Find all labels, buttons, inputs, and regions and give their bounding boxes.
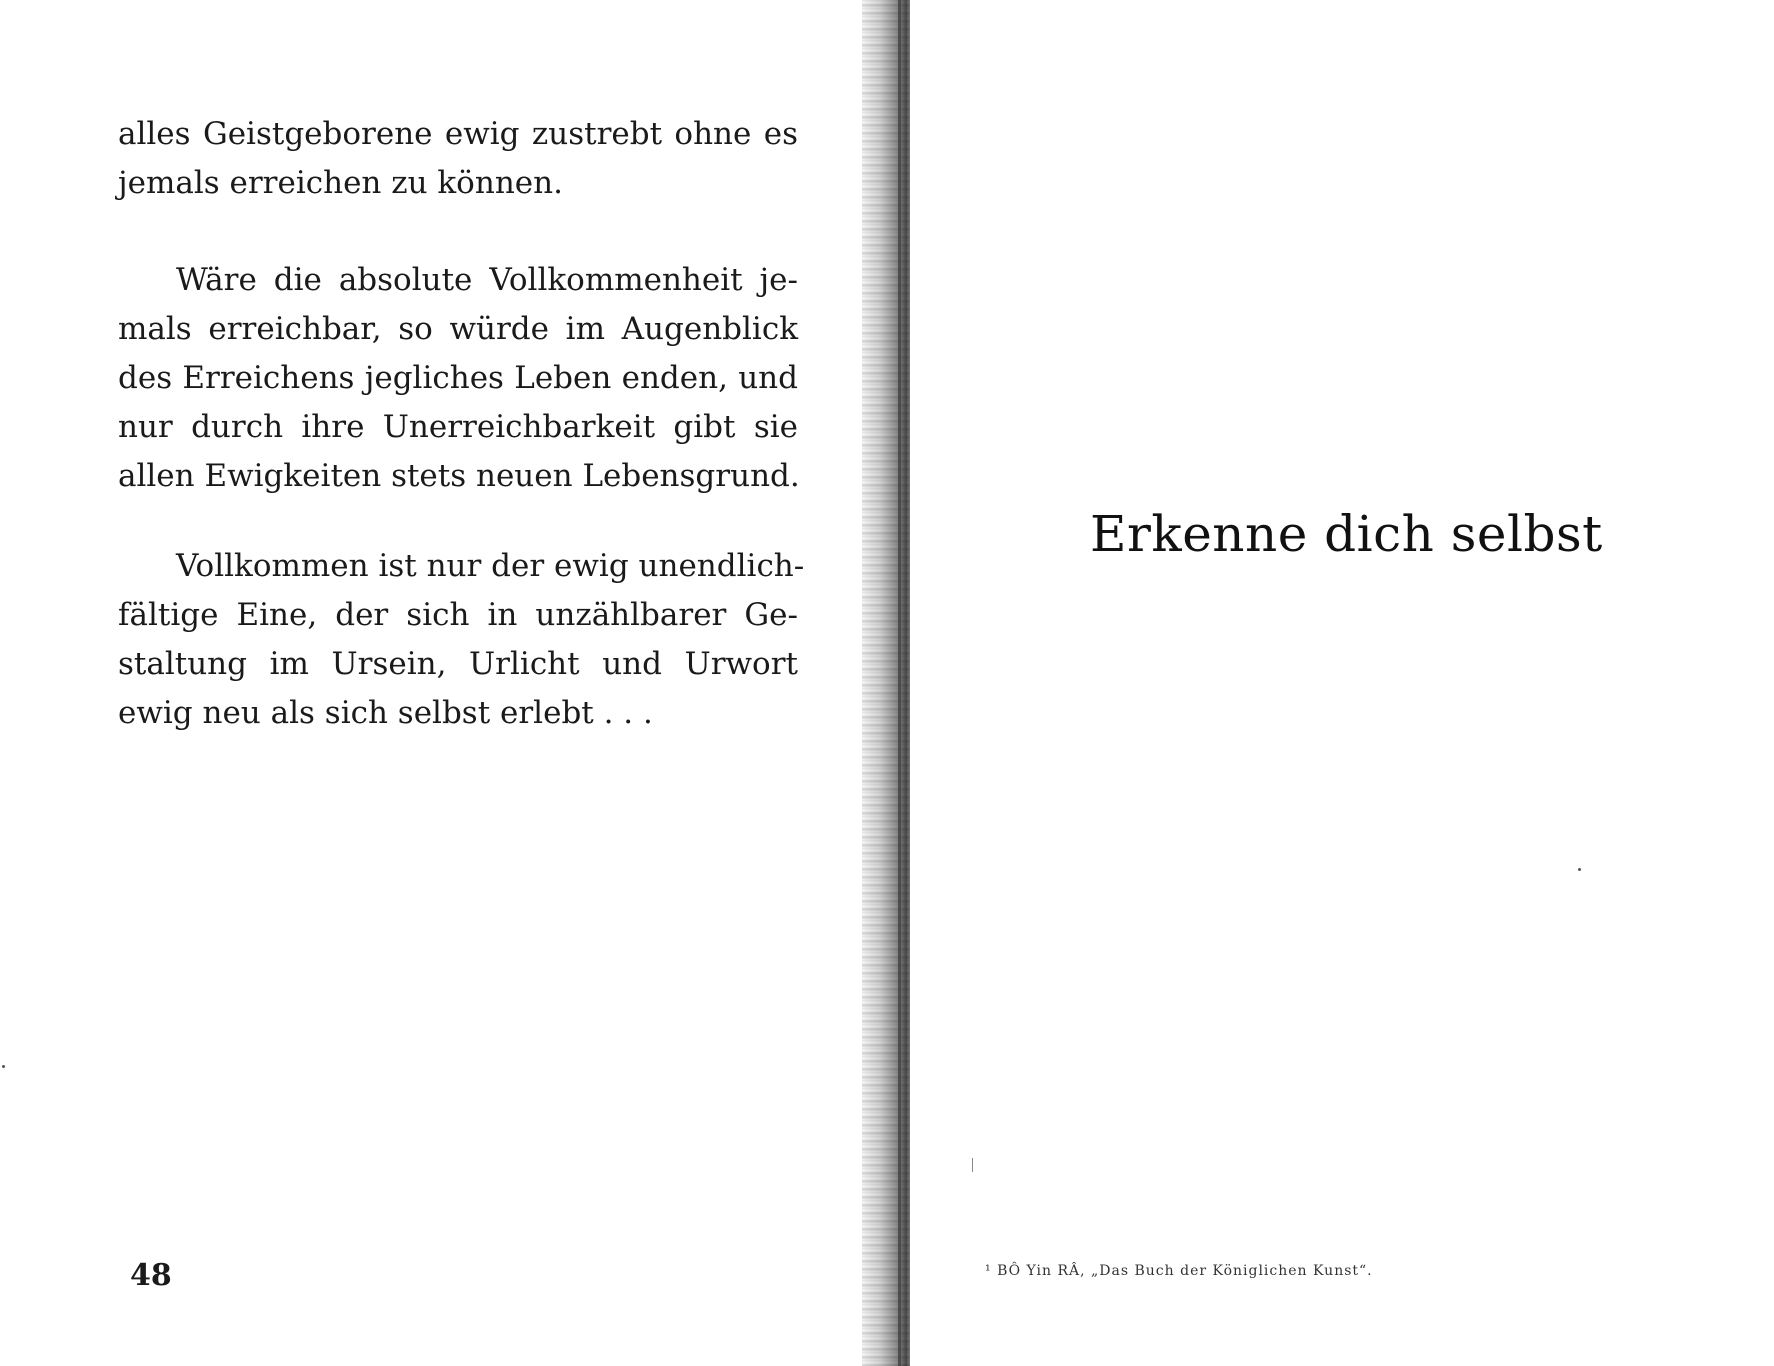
scan-speck — [2, 1065, 5, 1068]
text-line: mals erreichbar, so würde im Augenblick — [118, 311, 798, 347]
paragraph-2 — [118, 256, 798, 501]
right-page — [910, 0, 1774, 1366]
book-gutter — [862, 0, 914, 1366]
text-line: Vollkommen ist nur der ewig unendlich- — [176, 548, 805, 584]
paragraph-3 — [118, 542, 805, 738]
chapter-title: Erkenne dich selbst — [1090, 505, 1603, 563]
text-line: ewig neu als sich selbst erlebt . . . — [118, 695, 653, 731]
text-line: fältige Eine, der sich in unzählbarer Ge- — [118, 597, 798, 633]
scan-speck — [1578, 868, 1581, 871]
text-line: jemals erreichen zu können. — [118, 165, 563, 201]
page-number: 48 — [130, 1258, 172, 1293]
text-line: Wäre die absolute Vollkommenheit je- — [176, 262, 798, 298]
footnote: ¹ BÔ Yin RÂ, „Das Buch der Königlichen Kunst“. — [985, 1263, 1373, 1279]
left-page — [0, 0, 860, 1366]
text-line: staltung im Ursein, Urlicht und Urwort — [118, 646, 798, 682]
text-line: alles Geistgeborene ewig zustrebt ohne es — [118, 116, 798, 152]
gutter-fold — [898, 0, 901, 1366]
text-line: nur durch ihre Unerreichbarkeit gibt sie — [118, 409, 798, 445]
paragraph-1 — [118, 110, 798, 208]
text-line: des Erreichens jegliches Leben enden, und — [118, 360, 798, 396]
scan-mark — [972, 1158, 973, 1172]
text-line: allen Ewigkeiten stets neuen Lebensgrund. — [118, 458, 800, 494]
